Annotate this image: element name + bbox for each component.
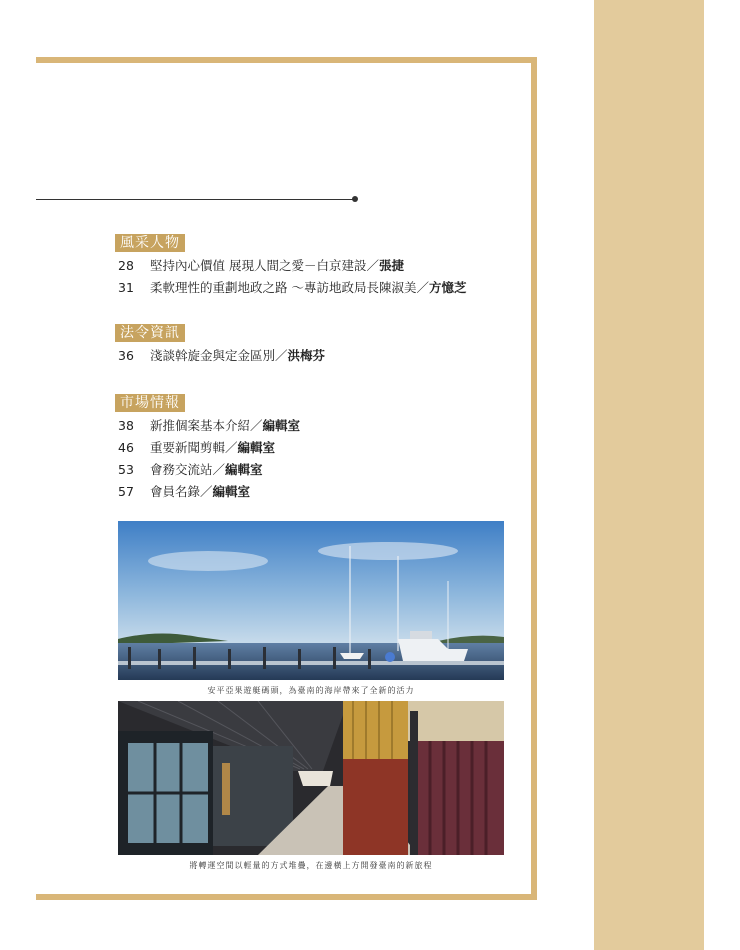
entry-author: 編輯室: [225, 462, 263, 477]
divider-dot: [352, 196, 358, 202]
section-law: [115, 322, 325, 370]
section-heading: 市場情報: [115, 394, 185, 412]
entry-title: 堅持內心價值 展現人間之愛－白京建設／: [149, 258, 379, 273]
toc-entry[interactable]: [115, 348, 325, 370]
photo-caption: 安平亞果遊艇碼頭，為臺南的海岸帶來了全新的活力: [207, 686, 415, 695]
side-color-band: [594, 0, 704, 950]
page-number: 46: [118, 440, 134, 455]
entry-title: 會務交流站／: [149, 462, 225, 477]
entry-author: 編輯室: [262, 418, 301, 433]
section-heading: 法令資訊: [115, 324, 185, 342]
entry-author: 編輯室: [212, 484, 251, 499]
entry-author: 洪梅芬: [287, 348, 326, 363]
section-heading: 風采人物: [115, 234, 185, 252]
toc-entry[interactable]: [115, 418, 300, 440]
page-number: 57: [118, 484, 134, 499]
entry-title: 重要新聞剪輯／: [149, 440, 238, 455]
page-number: 36: [118, 348, 134, 363]
page-number: 28: [118, 258, 134, 273]
page-number: 38: [118, 418, 134, 433]
marina-photo: [118, 521, 504, 680]
entry-author: 方憶芝: [428, 280, 467, 295]
divider-line: [36, 199, 354, 200]
section-market: [115, 392, 300, 506]
page-number: 53: [118, 462, 134, 477]
container-corridor-photo: [118, 701, 504, 855]
toc-entry[interactable]: [115, 258, 466, 280]
entry-author: 編輯室: [237, 440, 276, 455]
entry-title: 新推個案基本介紹／: [149, 418, 263, 433]
page-number: 31: [118, 280, 134, 295]
section-people: [115, 232, 466, 302]
entry-title: 會員名錄／: [149, 484, 213, 499]
toc-entry[interactable]: [115, 440, 300, 462]
toc-entry[interactable]: [115, 484, 300, 506]
entry-author: 張捷: [378, 258, 404, 273]
toc-entry[interactable]: [115, 280, 466, 302]
entry-title: 柔軟理性的重劃地政之路 ～專訪地政局長陳淑美／: [149, 280, 429, 295]
photo-caption: 將轉運空間以輕量的方式堆疊，在邊橫上方開發臺南的新旅程: [189, 861, 433, 870]
toc-entry[interactable]: [115, 462, 300, 484]
entry-title: 淺談斡旋金與定金區別／: [149, 348, 288, 363]
